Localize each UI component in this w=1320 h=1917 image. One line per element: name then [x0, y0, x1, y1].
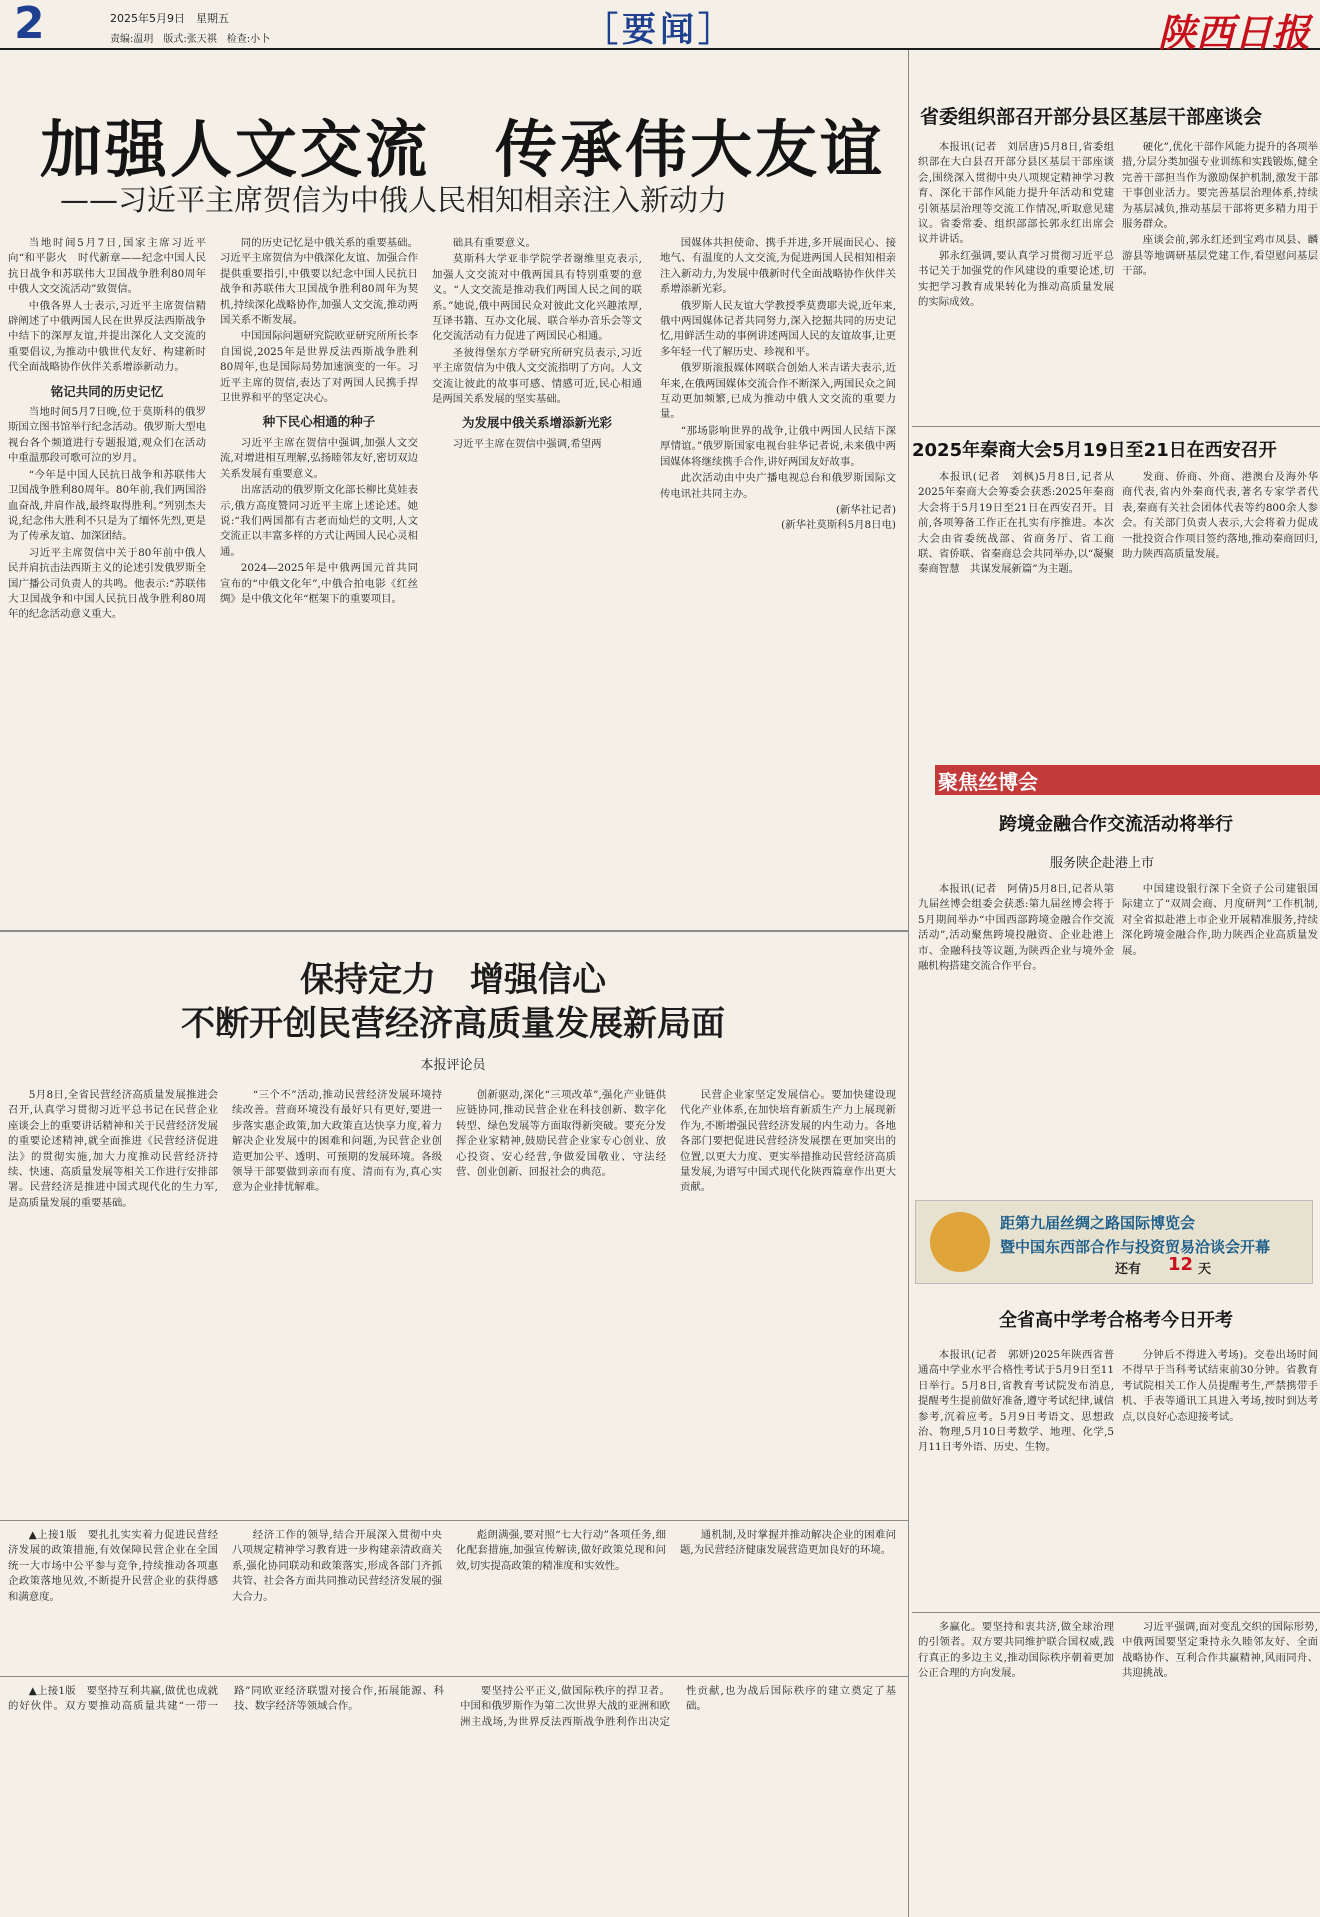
paragraph: “三个不”活动,推动民营经济发展环境持续改善。营商环境没有最好只有更好,要进一步落实惠企政策,加大政策直达快享力度,着力解决企业发展中的困难和问题,为民营企业创造更加公平、透明、可预期的发展环境。各级领导干部要做到亲而有度、清而有为,真心实意为企业排忧解难。 — [232, 1089, 442, 1194]
paragraph: ▲上接1版 要扎扎实实着力促进民营经济发展的政策措施,有效保障民营企业在全国统一大市场中公平参与竞争,持续推动各项惠企政策落地见效,不断提升民营企业的获得感和满意度。 — [8, 1529, 218, 1603]
paragraph: 当地时间5月7日晚,位于莫斯科的俄罗斯国立图书馆举行纪念活动。俄罗斯大型电视台各个频道进行专题报道,观众们在活动中重温那段可歌可泣的岁月。 — [8, 406, 206, 465]
bottom-continuation — [8, 1684, 896, 1914]
commentary-headline-line-1: 保持定力 增强信心 — [300, 960, 606, 1000]
paragraph: 要坚持公平正义,做国际秩序的捍卫者。中国和俄罗斯作为第二次世界大战的亚洲和欧洲主战场,为世界反法西斯战争胜利作出决定性贡献,也为战后国际秩序的建立奠定了基础。 — [460, 1685, 896, 1728]
divider — [0, 1520, 908, 1521]
paragraph: 此次活动由中央广播电视总台和俄罗斯国际文传电讯社共同主办。 — [660, 472, 896, 500]
paragraph: 经济工作的领导,结合开展深入贯彻中央八项规定精神学习教育进一步构建亲清政商关系,强化协同联动和政策落实,形成各部门齐抓共管、社会各方面共同推动民营经济发展的强大合力。 — [232, 1529, 442, 1603]
paragraph: 本报讯(记者 刘居唐)5月8日,省委组织部在大白县召开部分县区基层干部座谈会,围绕深入贯彻中央八项规定精神学习教育、深化干部作风能力提升年活动和党建引领基层治理等交流工作情况,听取意见建议。省委常委、组织部部长郭永红出席会议并讲话。 — [918, 141, 1114, 246]
commentary-headline — [0, 958, 906, 1046]
article-1-headline: 省委组织部召开部分县区基层干部座谈会 — [920, 106, 1263, 128]
paragraph: “那场影响世界的战争,让俄中两国人民结下深厚情谊。”俄罗斯国家电视台驻华记者说,未来俄中两国媒体将继续携手合作,讲好两国友好故事。 — [660, 424, 896, 468]
paragraph: 习近平主席在贺信中强调,希望两 — [452, 437, 602, 450]
lead-subheadline: ——习近平主席贺信为中俄人民相知相亲注入新动力 — [60, 183, 728, 217]
divider — [912, 426, 1320, 427]
lead-subhead-3: 为发展中俄关系增添新光彩 — [461, 415, 612, 431]
expo-countdown-after: 天 — [1198, 1262, 1212, 1277]
paragraph: 出席活动的俄罗斯文化部长柳比莫娃表示,俄方高度赞同习近平主席上述论述。她说:“我们两国都有古老而灿烂的文明,人文交流正以丰富多样的方式让两国人民心灵相通。 — [220, 484, 418, 558]
commentary-column-3 — [456, 1088, 666, 1508]
page-number: 2 — [14, 0, 45, 49]
paragraph: 中俄各界人士表示,习近平主席贺信精辟阐述了中俄两国人民在世界反法西斯战争中结下的深厚友谊,并提出深化人文交流的重要倡议,为推动中俄世代友好、构建新时代全面战略协作伙伴关系增添新动力。 — [8, 299, 206, 374]
paragraph: 俄罗斯滚报媒体网联合创始人米吉诺夫表示,近年来,在俄两国媒体交流合作不断深入,两国民众之间互动更加频繁,已成为推动中俄人文交流的重要力量。 — [660, 362, 896, 421]
article-3-headline: 跨境金融合作交流活动将举行 — [999, 814, 1233, 835]
paragraph: ▲上接1版 要坚持互利共赢,做优也成就的好伙伴。双方要推动高质量共建“一带一路”同欧亚经济联盟对接合作,拓展能源、科技、数字经济等领域合作。 — [8, 1685, 444, 1713]
paragraph: 中国国际问题研究院欧亚研究所所长李自国说,2025年是世界反法西斯战争胜利80周年,也是国际局势加速演变的一年。习近平主席的贺信,表达了对两国人民携手捍卫世界和平的坚定决心。 — [220, 330, 418, 405]
paragraph: 座谈会前,郭永红还到宝鸡市凤县、麟游县等地调研基层党建工作,看望慰问基层干部。 — [1122, 234, 1318, 278]
paragraph: 彪朗满强,要对照“七大行动”各项任务,细化配套措施,加强宣传解读,做好政策兑现和问效,切实提高政策的精准度和实效性。 — [456, 1529, 666, 1572]
paragraph: 通机制,及时掌握并推动解决企业的困难问题,为民营经济健康发展营造更加良好的环境。 — [680, 1529, 896, 1557]
jump-column-4 — [680, 1528, 896, 1668]
divider — [912, 1612, 1320, 1613]
lead-column-3 — [432, 236, 642, 924]
paragraph: 习近平主席贺信中关于80年前中俄人民并肩抗击法西斯主义的论述引发俄罗斯全国广播公司负责人的共鸣。他表示:“苏联伟大卫国战争和中国人民抗日战争胜利80周年的纪念活动意义重大。 — [8, 546, 206, 621]
divider — [0, 1676, 908, 1677]
paragraph: 同的历史记忆是中俄关系的重要基础。习近平主席贺信为中俄深化友谊、加强合作提供重要指引,中俄要以纪念中国人民抗日战争和苏联伟大卫国战争胜利80周年为契机,持续深化战略协作,加强人文交流,推动两国关系不断发展。 — [220, 237, 418, 327]
article-2-column-1 — [918, 470, 1114, 756]
lead-headline: 加强人文交流 传承伟大友谊 — [40, 113, 886, 186]
jump-column-1 — [8, 1528, 218, 1668]
paragraph: 创新驱动,深化“三项改革”,强化产业链供应链协同,推动民营企业在科技创新、数字化转型、绿色发展等方面取得新突破。要充分发挥企业家精神,鼓励民营企业家专心创业、放心投资、安心经营,争做爱国敬业、守法经营、创业创新、回报社会的典范。 — [456, 1089, 666, 1179]
paragraph: 圣彼得堡东方学研究所研究员表示,习近平主席贺信为中俄人文交流指明了方向。人文交流让彼此的故事可感、情感可近,民心相通是两国关系发展的坚实基础。 — [432, 346, 642, 406]
commentary-column-1 — [8, 1088, 218, 1508]
lead-column-1 — [8, 236, 206, 924]
paragraph: 莫斯科大学亚非学院学者谢维里克表示,加强人文交流对中俄两国具有特别重要的意义。“人文交流是推动我们两国人民之间的联系。”她说,俄中两国民众对彼此文化兴趣浓厚,互译书籍、互办文化展、联合举办音乐会等文化交流活动有力促进了两国民心相通。 — [432, 253, 642, 343]
newspaper-logo: 陕西日报 — [1157, 10, 1310, 55]
paragraph: 2024—2025年是中俄两国元首共同宣布的“中俄文化年”,中俄合拍电影《红丝绸》是中俄文化年“框架下的重要项目。 — [220, 562, 418, 605]
lead-column-2 — [220, 236, 418, 924]
paragraph: 本报讯(记者 郭妍)2025年陕西省普通高中学业水平合格性考试于5月9日至11日举行。5月8日,省教育考试院发布消息,提醒考生提前做好准备,遵守考试纪律,诚信参考,沉着应考。5月9日考语文、思想政治、物理,5月10日考数学、地理、化学,5月11日考外语、历史、生物。 — [918, 1349, 1114, 1454]
paragraph: 分钟后不得进入考场)。交卷出场时间不得早于当科考试结束前30分钟。省教育考试院相关工作人员提醒考生,严禁携带手机、手表等通讯工具进入考场,按时到达考点,以良好心态迎接考试。 — [1122, 1349, 1318, 1423]
expo-countdown-days: 12 — [1168, 1254, 1194, 1275]
commentary-byline: 本报评论员 — [420, 1058, 486, 1073]
article-4-column-2 — [1122, 1348, 1318, 1604]
article-2-column-2 — [1122, 470, 1318, 756]
paragraph: 硬化”,优化干部作风能力提升的各项举措,分层分类加强专业训练和实践锻炼,健全完善干部担当作为激励保护机制,激发干部干事创业活力。要完善基层治理体系,持续为基层减负,推动基层干部将更多精力用于服务群众。 — [1122, 141, 1318, 231]
paragraph: 民营企业家坚定发展信心。要加快建设现代化产业体系,在加快培育新质生产力上展现新作为,不断增强民营经济发展的内生动力。各地各部门要把促进民营经济发展摆在更加突出的位置,以更大力度、更实举措推动民营经济高质量发展,为谱写中国式现代化陕西篇章作出更大贡献。 — [680, 1089, 896, 1194]
article-4-column-1 — [918, 1348, 1114, 1604]
paragraph: 俄罗斯人民友谊大学教授季莫费耶夫说,近年来,俄中两国媒体记者共同努力,深入挖掘共同的历史记忆,用鲜活生动的事例讲述两国人民的友谊故事,让更多年轻一代了解历史、珍视和平。 — [660, 299, 896, 358]
commentary-column-4 — [680, 1088, 896, 1508]
article-3-subheadline: 服务陕企赴港上市 — [1050, 856, 1155, 871]
commentary-headline-line-2: 不断开创民营经济高质量发展新局面 — [181, 1004, 725, 1044]
paragraph: 习近平强调,面对变乱交织的国际形势,中俄两国要坚定秉持永久睦邻友好、全面战略协作、互利合作共赢精神,风雨同舟、共迎挑战。 — [1122, 1621, 1318, 1680]
article-1-column-2 — [1122, 140, 1318, 420]
paragraph: 本报讯(记者 刘枫)5月8日,记者从2025年秦商大会筹委会获悉:2025年秦商大会将于5月19日至21日在西安召开。目前,各项筹备工作正在扎实有序推进。本次大会由省委统战部、省商务厅、省工商联、省侨联、省秦商总会共同举办,以“凝聚秦商智慧 共谋发展新篇”为主题。 — [918, 471, 1114, 576]
issue-date: 2025年5月9日 星期五 — [110, 12, 229, 25]
lead-column-4 — [660, 236, 896, 924]
editors-line: 责编:温玥 版式:张天祺 检查:小卜 — [110, 34, 271, 45]
lead-subhead-2: 种下民心相通的种子 — [262, 414, 376, 430]
topic-banner-label: 聚焦丝博会 — [938, 770, 1038, 794]
article-3-column-1 — [918, 882, 1114, 1188]
expo-countdown-before: 还有 — [1115, 1262, 1142, 1277]
expo-countdown-line-2: 暨中国东西部合作与投资贸易洽谈会开幕 — [1000, 1238, 1271, 1256]
expo-emblem-icon — [930, 1212, 990, 1272]
paragraph: 中国建设银行深下全资子公司建银国际建立了“双周会商、月度研判”工作机制,对全省拟赴港上市企业开展精准服务,持续深化跨境金融合作,助力陕西企业高质量发展。 — [1122, 883, 1318, 957]
lead-subhead-1: 铭记共同的历史记忆 — [50, 383, 164, 399]
article-4-headline: 全省高中学考合格考今日开考 — [999, 1310, 1233, 1331]
jump-column-3 — [456, 1528, 666, 1668]
paragraph: 当地时间5月7日,国家主席习近平向“和平影火 时代新章——纪念中国人民抗日战争和苏联伟大卫国战争胜利80周年中俄人文交流活动”致贺信。 — [8, 237, 206, 296]
section-title: ［要闻］ — [584, 10, 736, 50]
divider — [908, 50, 909, 1917]
divider — [0, 930, 908, 932]
paragraph: 发商、侨商、外商、港澳台及海外华商代表,省内外秦商代表,著名专家学者代表,秦商有关社会团体代表等约800余人参会。有关部门负责人表示,大会将着力促成一批投资合作项目签约落地,推动秦商回归,助力陕西高质量发展。 — [1122, 471, 1318, 561]
jump-column-2 — [232, 1528, 442, 1668]
dateline-credit: (新华社记者) (新华社莫斯科5月8日电) — [781, 503, 896, 532]
paragraph: 郭永红强调,要认真学习贯彻习近平总书记关于加强党的作风建设的重要论述,切实把学习教育成果转化为推动高质量发展的实际成效。 — [918, 249, 1114, 309]
paragraph: 本报讯(记者 阿倩)5月8日,记者从第九届丝博会组委会获悉:第九届丝博会将于5月期间举办“中国西部跨境金融合作交流活动”,活动聚焦跨境投融资、企业赴港上市、金融科技等议题,为陕西企业与境外金融机构搭建交流合作平台。 — [918, 883, 1114, 973]
paragraph: 多赢化。要坚持和衷共济,做全球治理的引领者。双方要共同维护联合国权威,践行真正的多边主义,推动国际秩序朝着更加公正合理的方向发展。 — [918, 1621, 1114, 1680]
paragraph: 础具有重要意义。 — [452, 237, 536, 249]
paragraph: 习近平主席在贺信中强调,加强人文交流,对增进相互理解,弘扬睦邻友好,密切双边关系发展有重要意义。 — [220, 436, 418, 480]
paragraph: 5月8日,全省民营经济高质量发展推进会召开,认真学习贯彻习近平总书记在民营企业座谈会上的重要讲话精神和关于民营经济发展的重要论述精神,就全面推进《民营经济促进法》的贯彻实施,加大力度推动民营经济持续、快速、高质量发展等相关工作进行安排部署。民营经济是推进中国式现代化的生力军,是高质量发展的重要基础。 — [8, 1089, 218, 1209]
right-jump-column-1 — [918, 1620, 1114, 1914]
article-2-headline: 2025年秦商大会5月19日至21日在西安召开 — [912, 440, 1277, 461]
paragraph: 国媒体共担使命、携手并进,多开展面民心、接地气、有温度的人文交流,为促进两国人民相知相亲注入新动力,为发展中俄新时代全面战略协作伙伴关系增添新光彩。 — [660, 237, 896, 296]
expo-countdown-line-1: 距第九届丝绸之路国际博览会 — [1000, 1214, 1196, 1232]
article-3-column-2 — [1122, 882, 1318, 1188]
commentary-column-2 — [232, 1088, 442, 1508]
paragraph: “今年是中国人民抗日战争和苏联伟大卫国战争胜利80周年。80年前,我们两国浴血奋战,并肩作战,最终取得胜利。”列别杰夫说,纪念伟大胜利不只是为了缅怀先烈,更是为了传承友谊、加深团结。 — [8, 468, 206, 543]
article-1-column-1 — [918, 140, 1114, 420]
right-jump-column-2 — [1122, 1620, 1318, 1914]
